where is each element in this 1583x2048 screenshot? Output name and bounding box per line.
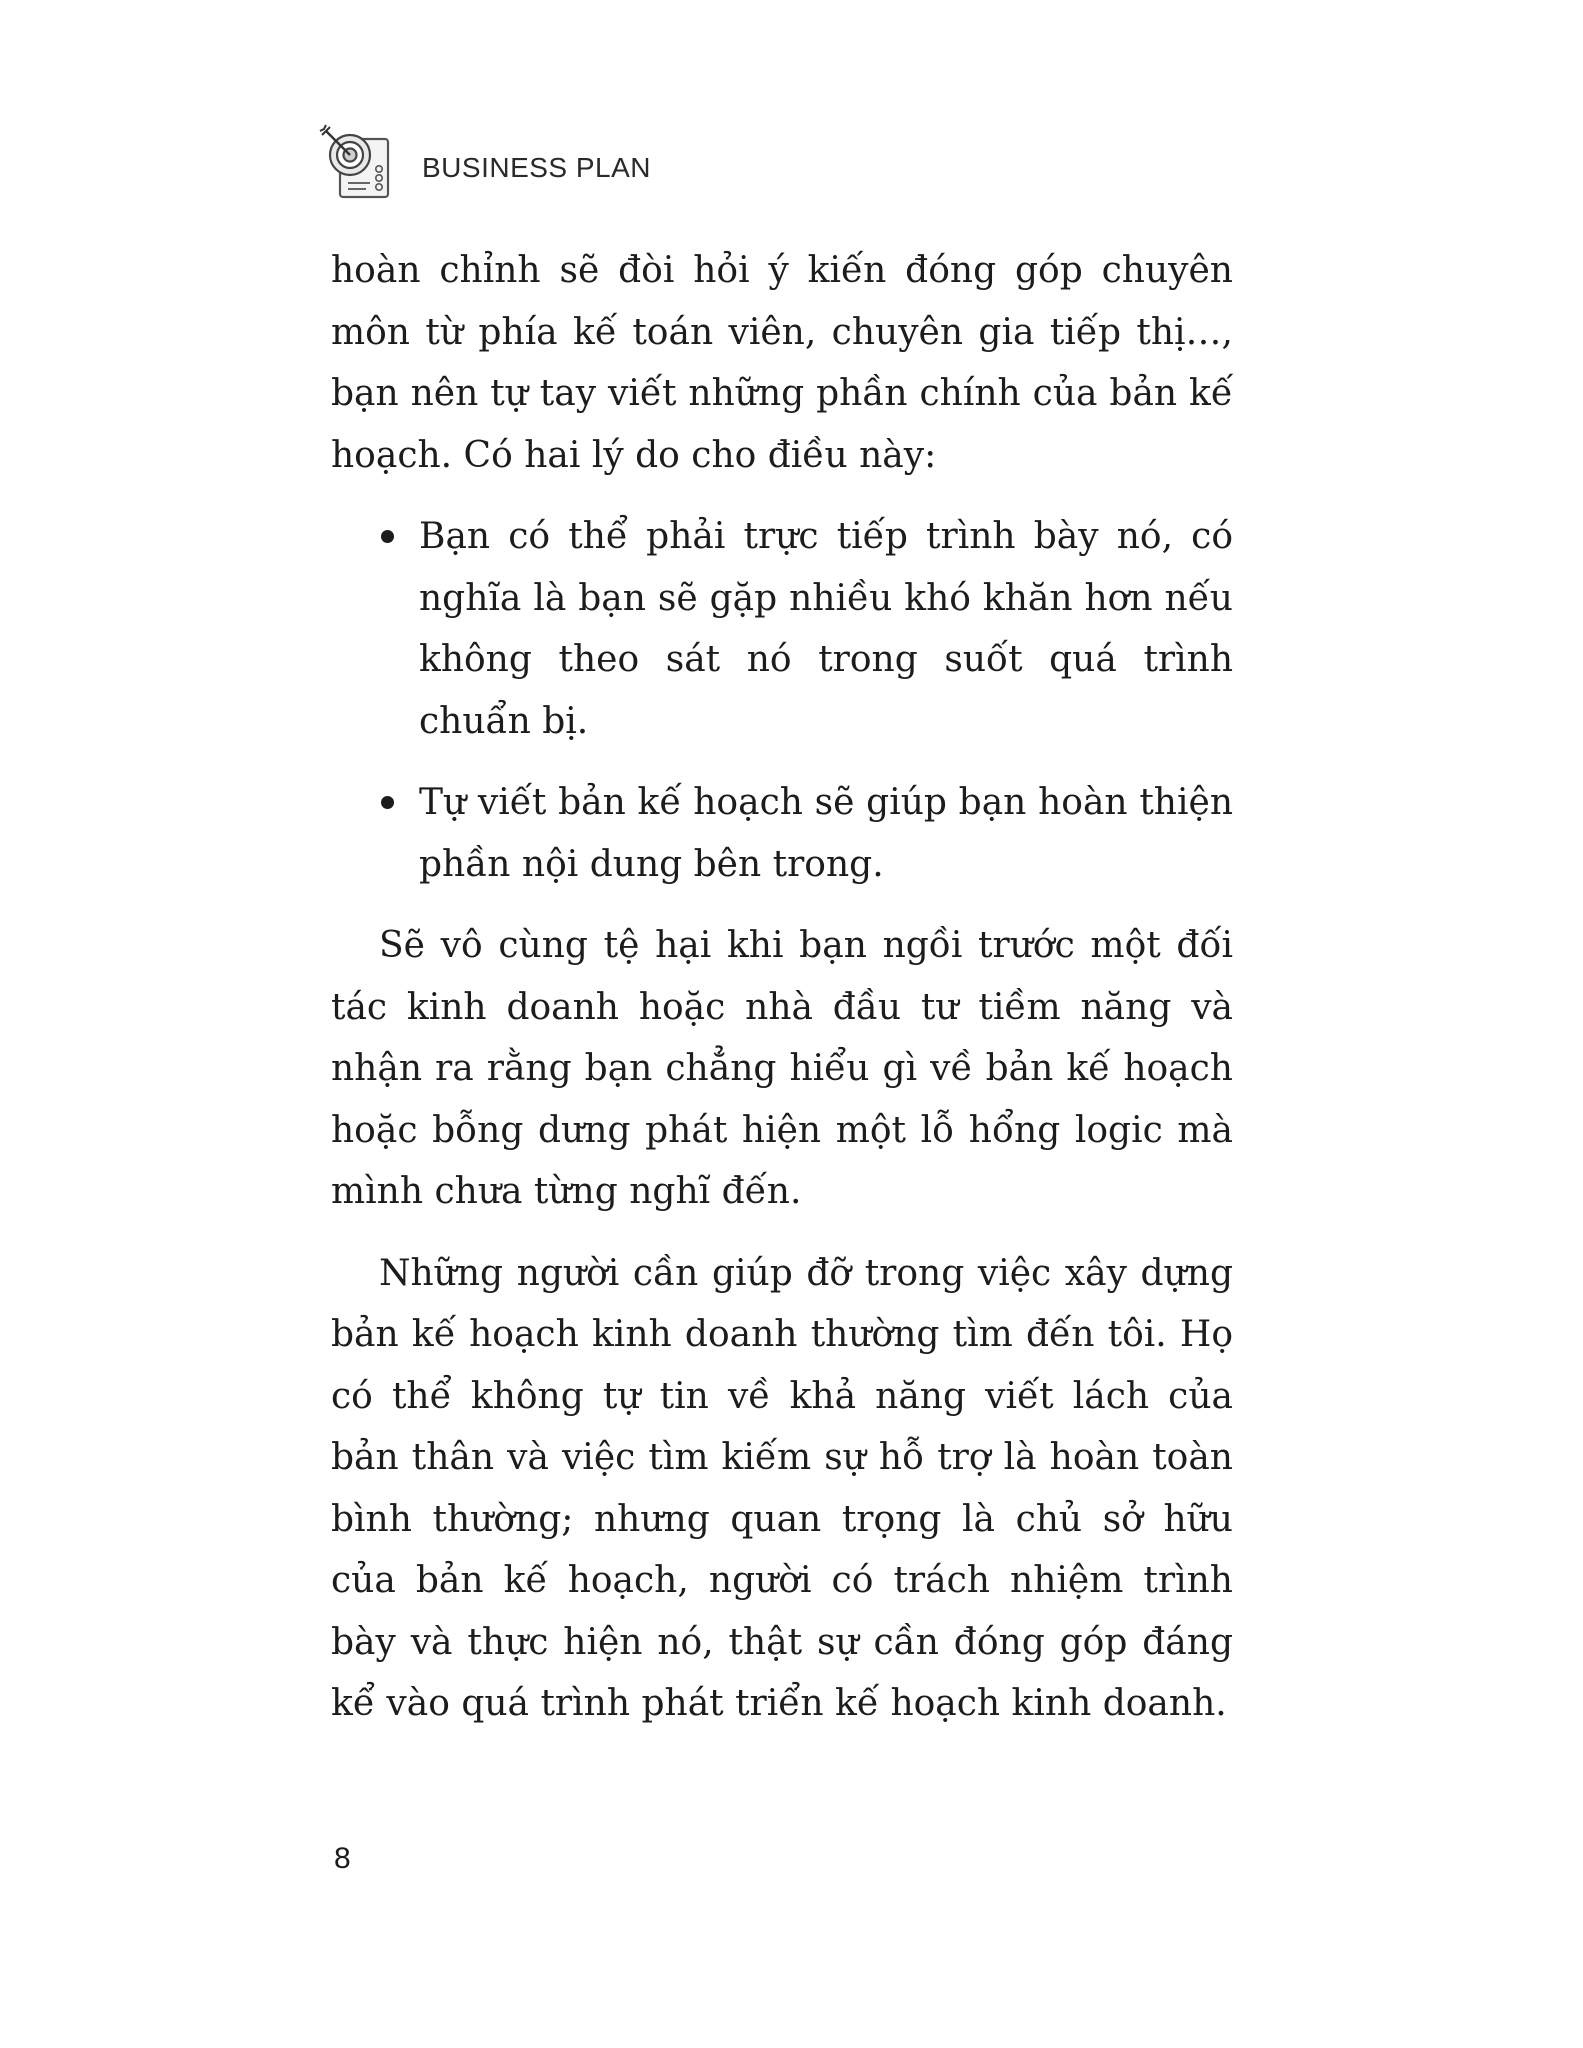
bullet-icon (381, 796, 394, 809)
body-paragraph: Sẽ vô cùng tệ hại khi bạn ngồi trước một đối tác kinh doanh hoặc nhà đầu tư tiềm năng và nhận ra rằng bạn chẳng hiểu gì về bản kế hoạch hoặc bỗng dưng phát hiện một lỗ hổng logic mà mình chưa từng nghĩ đến. (331, 925, 1233, 1212)
list-item (331, 772, 1233, 895)
bullet-text: Bạn có thể phải trực tiếp trình bày nó, có nghĩa là bạn sẽ gặp nhiều khó khăn hơn nếu không theo sát nó trong suốt quá trình chuẩn bị. (419, 516, 1233, 742)
running-header-title: BUSINESS PLAN (422, 152, 652, 183)
page-body (331, 240, 1233, 1735)
list-item (331, 506, 1233, 752)
bullet-list (331, 506, 1233, 895)
intro-paragraph: hoàn chỉnh sẽ đòi hỏi ý kiến đóng góp chuyên môn từ phía kế toán viên, chuyên gia tiếp thị…, bạn nên tự tay viết những phần chính của bản kế hoạch. Có hai lý do cho điều này: (331, 250, 1233, 476)
page-number: 8 (334, 1842, 351, 1875)
body-paragraph: Những người cần giúp đỡ trong việc xây dựng bản kế hoạch kinh doanh thường tìm đến tôi. Họ có thể không tự tin về khả năng viết lách của bản thân và việc tìm kiếm sự hỗ trợ là hoàn toàn bình thường; nhưng quan trọng là chủ sở hữu của bản kế hoạch, người có trách nhiệm trình bày và thực hiện nó, thật sự cần đóng góp đáng kể vào quá trình phát triển kế hoạch kinh doanh. (331, 1252, 1233, 1724)
bullet-icon (381, 530, 394, 543)
bullet-text: Tự viết bản kế hoạch sẽ giúp bạn hoàn thiện phần nội dung bên trong. (419, 782, 1233, 885)
target-document-icon (318, 123, 398, 203)
page-header (318, 118, 651, 208)
